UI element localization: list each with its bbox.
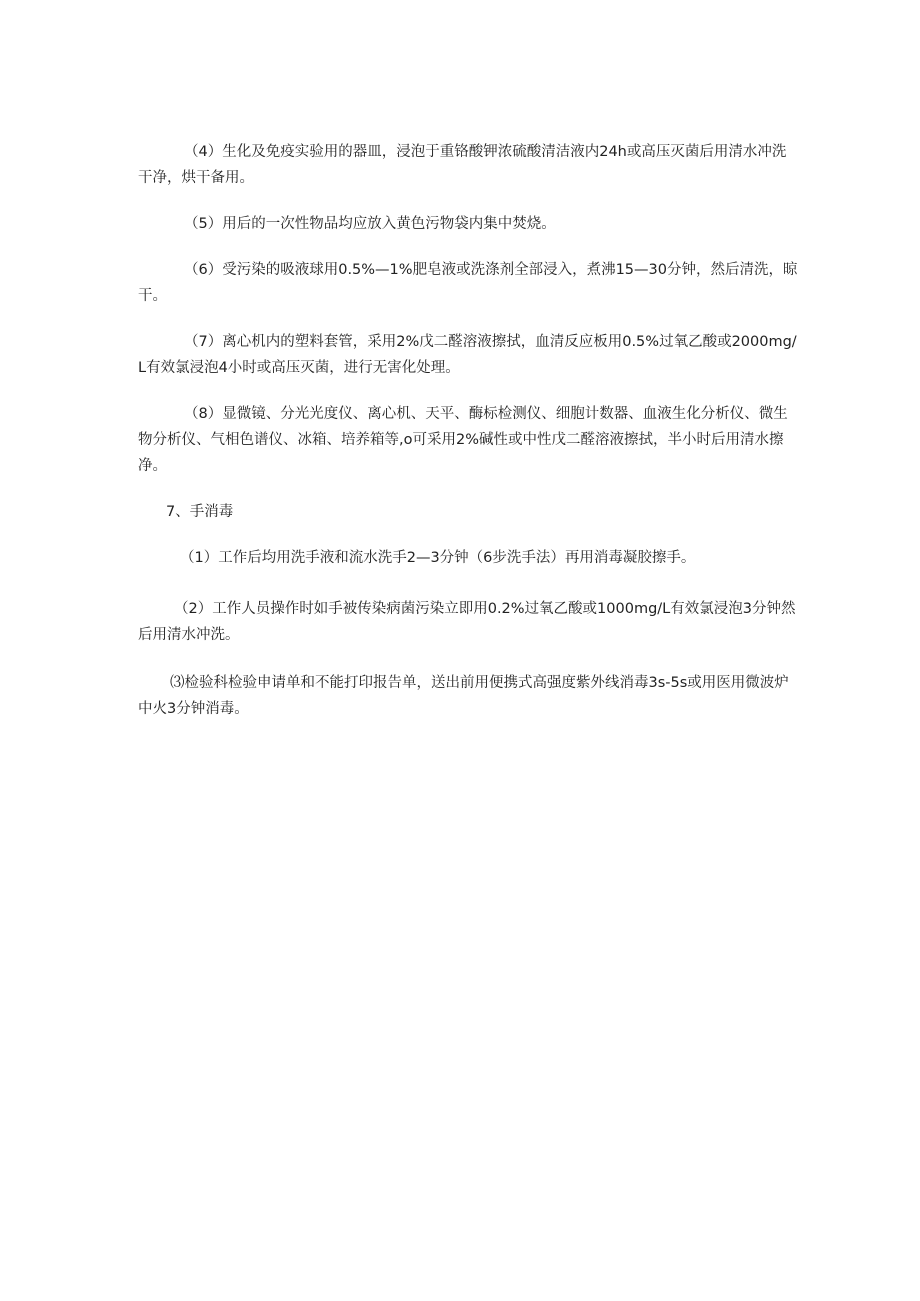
paragraph-hand-washing: （1）工作后均用洗手液和流水洗手2—3分钟（6步洗手法）再用消毒凝胶擦手。: [180, 550, 696, 566]
paragraph-request-forms: ⑶检验科检验申请单和不能打印报告单，送出前用便携式高强度紫外线消毒3s-5s或用医用微波炉中火3分钟消毒。: [138, 675, 789, 717]
paragraph-instruments: （8）显微镜、分光光度仪、离心机、天平、酶标检测仪、细胞计数器、血液生化分析仪、微生物分析仪、气相色谱仪、冰箱、培养箱等,o可采用2%碱性或中性戊二醛溶液擦拭，半小时后用清水擦净。: [138, 406, 788, 474]
paragraph-contamination-response: （2）工作人员操作时如手被传染病菌污染立即用0.2%过氧乙酸或1000mg/L有效氯浸泡3分钟然后用清水冲洗。: [138, 601, 796, 643]
paragraph-disposables: （5）用后的一次性物品均应放入黄色污物袋内集中焚烧。: [184, 216, 556, 232]
paragraph-centrifuge-tubes: （7）离心机内的塑料套管，采用2%戊二醛溶液擦拭，血清反应板用0.5%过氧乙酸或2000mg/L有效氯浸泡4小时或高压灭菌，进行无害化处理。: [138, 334, 797, 376]
paragraph-lab-glassware: （4）生化及免疫实验用的器皿，浸泡于重铬酸钾浓硫酸清洁液内24h或高压灭菌后用清水冲洗干净，烘干备用。: [138, 144, 787, 186]
paragraph-pipette-bulbs: （6）受污染的吸液球用0.5%—1%肥皂液或洗涤剂全部浸入，煮沸15—30分钟，然后清洗，晾干。: [138, 262, 798, 304]
section-heading-hand-disinfection: 7、手消毒: [166, 504, 234, 520]
